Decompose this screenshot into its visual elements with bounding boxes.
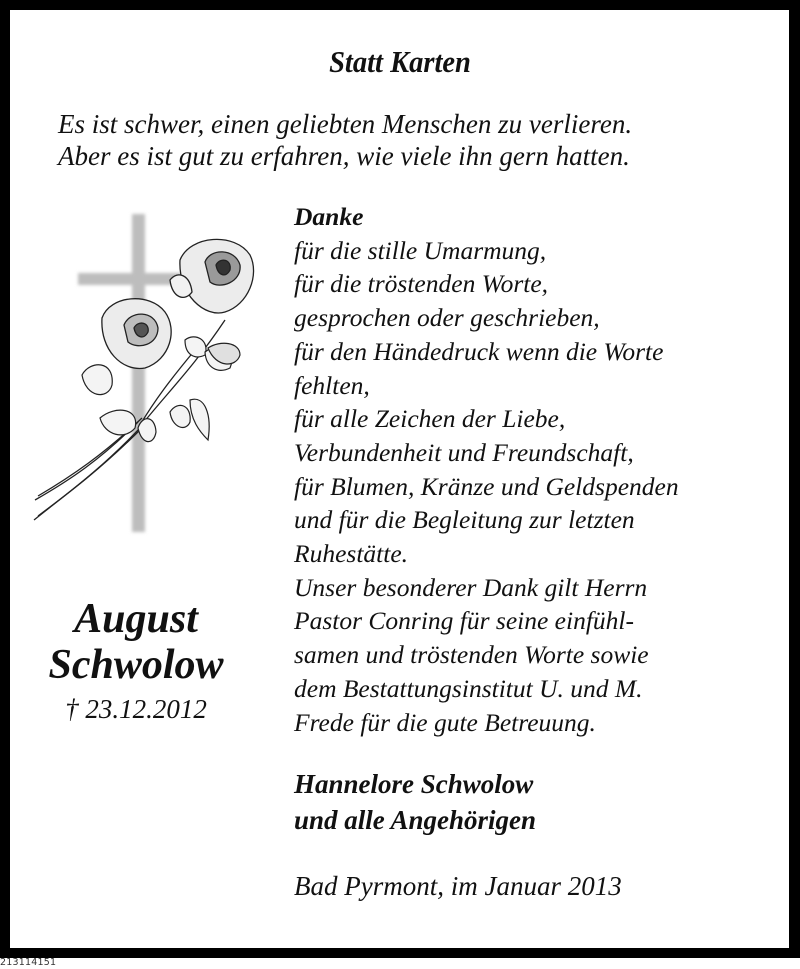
thanks-text (294, 200, 774, 739)
thanks-line: Pastor Conring für seine einfühl- (294, 606, 634, 636)
thanks-line: Frede für die gute Betreuung. (294, 707, 596, 737)
thanks-line: fehlten, (294, 370, 370, 400)
thanks-line: Ruhestätte. (294, 539, 409, 569)
thanks-line: samen und tröstenden Worte sowie (294, 640, 649, 670)
signer-line: und alle Angehörigen (294, 805, 537, 835)
place-and-date: Bad Pyrmont, im Januar 2013 (294, 871, 622, 901)
deceased-block (20, 596, 252, 726)
intro-text (58, 108, 778, 172)
intro-line: Aber es ist gut zu erfahren, wie viele ihn gern hatten. (58, 141, 630, 171)
thanks-line: für die tröstenden Worte, (294, 269, 549, 299)
signer-line: Hannelore Schwolow (294, 769, 534, 799)
death-date: † 23.12.2012 (65, 694, 207, 724)
thanks-line: gesprochen oder geschrieben, (294, 303, 600, 333)
thanks-line: Verbundenheit und Freundschaft, (294, 437, 634, 467)
thanks-line: für den Händedruck wenn die Worte (294, 336, 664, 366)
cross-with-roses-icon (20, 200, 280, 540)
thanks-heading: Danke (294, 202, 364, 231)
thanks-line: Unser besonderer Dank gilt Herrn (294, 572, 648, 602)
signers-block (294, 766, 536, 838)
reference-number: 213114151 (0, 957, 57, 968)
thanks-line: für alle Zeichen der Liebe, (294, 404, 566, 434)
thanks-line: dem Bestattungsinstitut U. und M. (294, 673, 643, 703)
intro-line: Es ist schwer, einen geliebten Menschen zu verlieren. (58, 109, 633, 139)
thanks-line: für die stille Umarmung, (294, 235, 547, 265)
deceased-last-name: Schwolow (48, 642, 224, 688)
deceased-first-name: August (74, 596, 198, 642)
thanks-line: und für die Begleitung zur letzten (294, 505, 635, 535)
notice-title: Statt Karten (329, 44, 471, 79)
thanks-line: für Blumen, Kränze und Geldspenden (294, 471, 679, 501)
